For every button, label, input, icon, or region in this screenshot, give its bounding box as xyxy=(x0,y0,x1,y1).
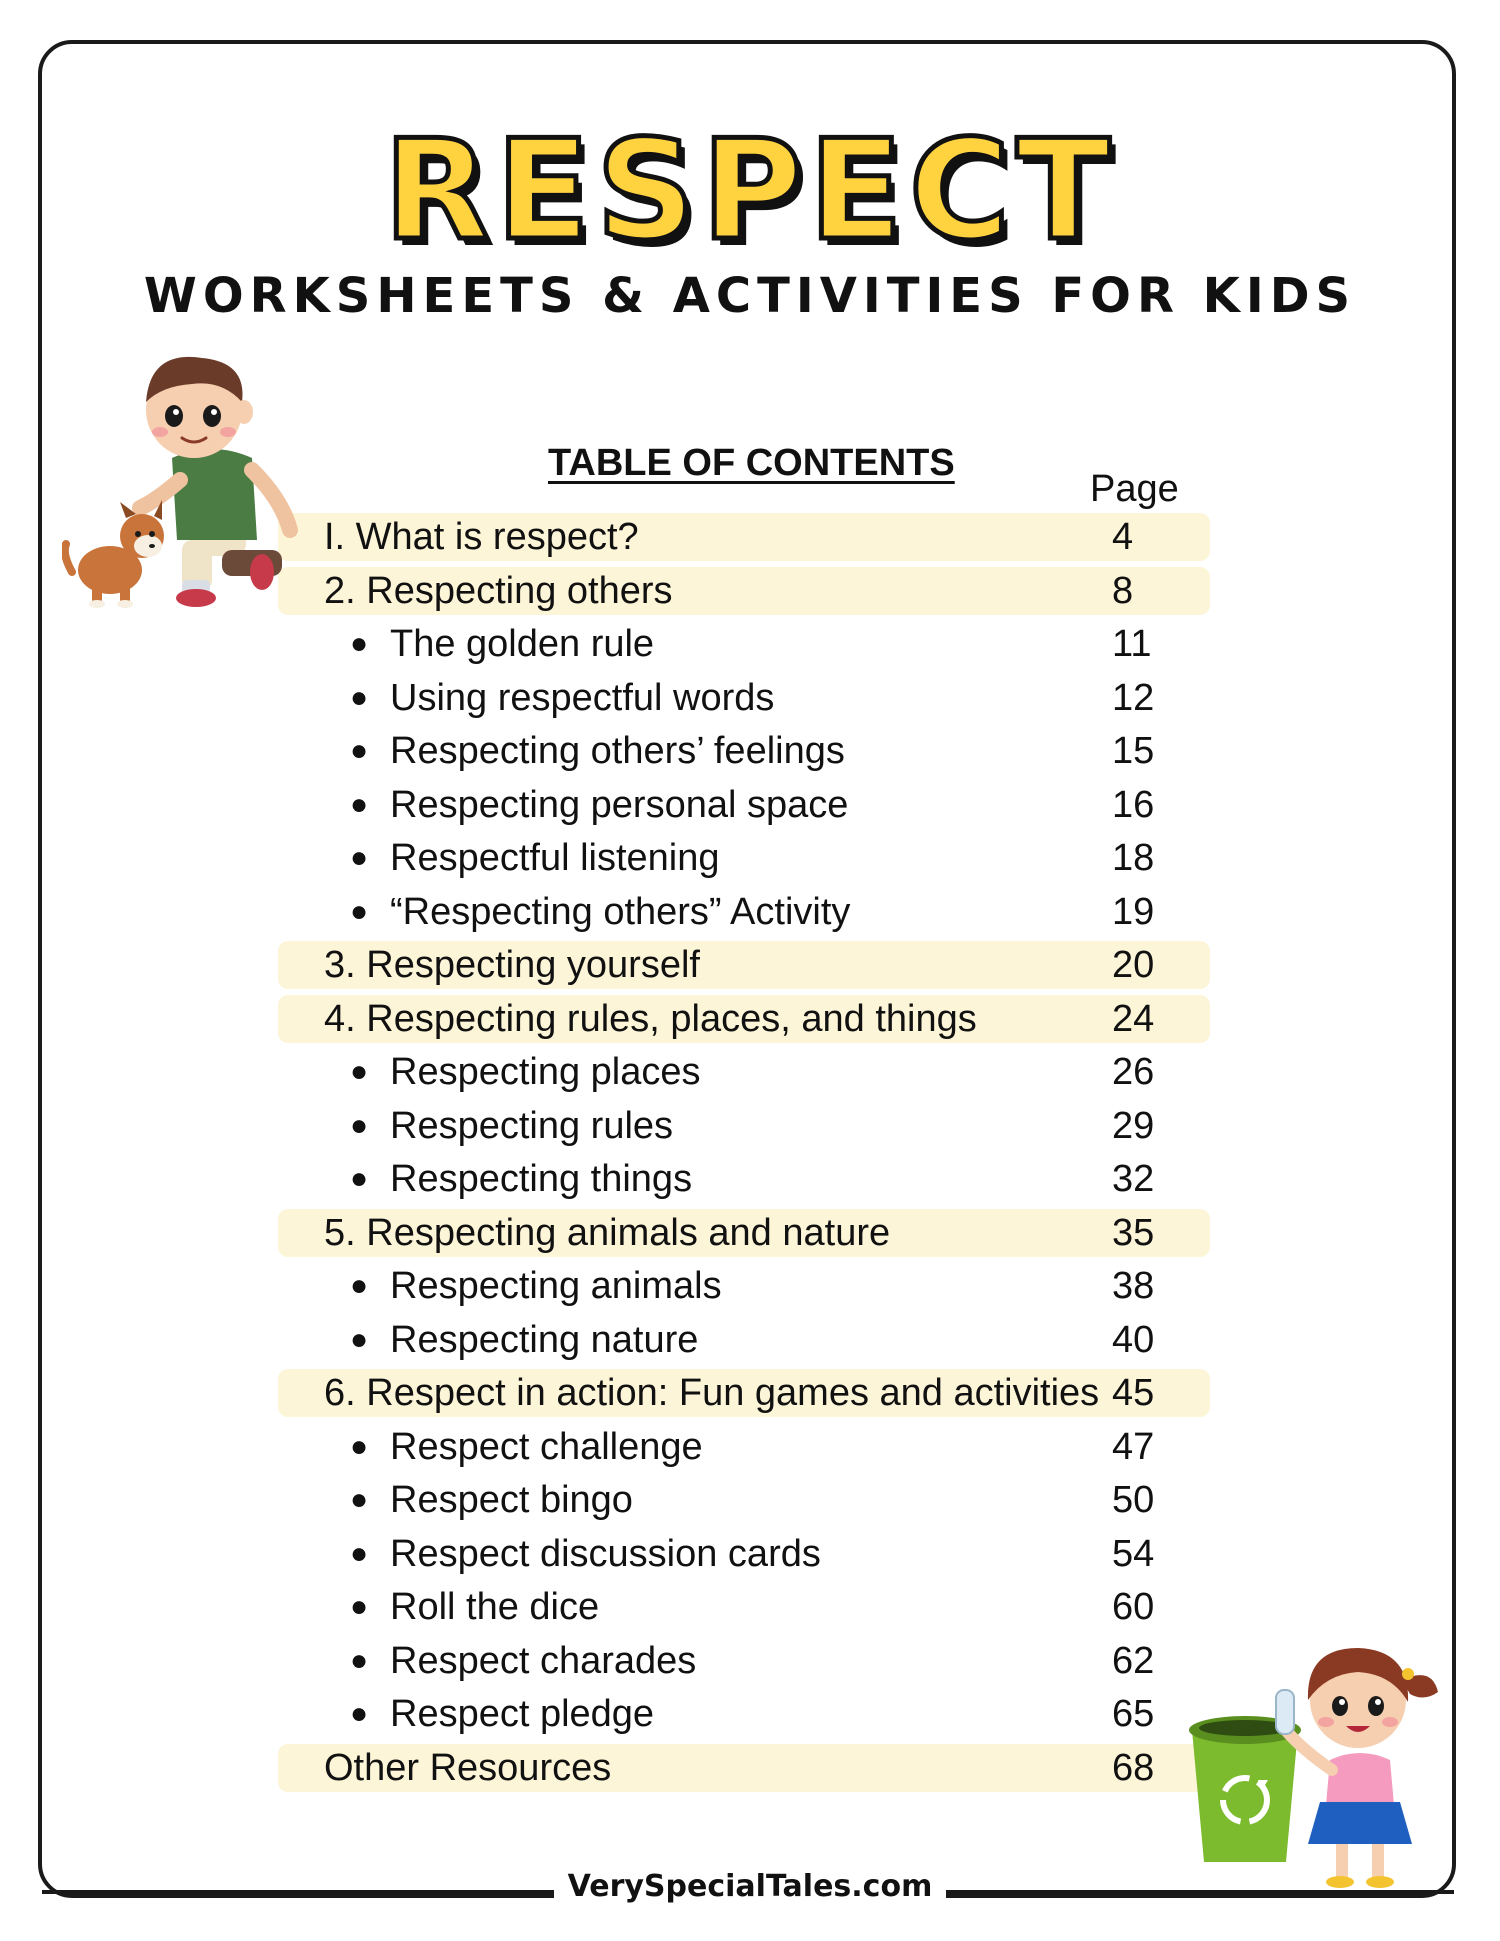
bullet-icon: ● xyxy=(350,1162,369,1195)
bullet-icon: ● xyxy=(350,1323,369,1356)
toc-section-row xyxy=(278,995,1210,1043)
toc-entry-label: Respecting places xyxy=(390,1051,701,1093)
toc-subsection-row xyxy=(278,834,1210,882)
toc-entry-page: 50 xyxy=(1112,1479,1155,1521)
toc-section-row xyxy=(278,513,1210,561)
toc-subsection-row xyxy=(278,620,1210,668)
toc-entry-label: “Respecting others” Activity xyxy=(390,891,851,933)
toc-entry-page: 20 xyxy=(1112,944,1155,986)
toc-entry-label: 5. Respecting animals and nature xyxy=(324,1212,891,1254)
toc-entry-label: I. What is respect? xyxy=(324,516,639,558)
toc-subsection-row xyxy=(278,888,1210,936)
toc-entry-label: 6. Respect in action: Fun games and activities xyxy=(324,1372,1100,1414)
toc-entry-page: 18 xyxy=(1112,837,1155,879)
toc-entry-label: Respecting things xyxy=(390,1158,693,1200)
toc-entry-label: Roll the dice xyxy=(390,1586,600,1628)
toc-entry-page: 60 xyxy=(1112,1586,1155,1628)
toc-entry-label: The golden rule xyxy=(390,623,655,665)
toc-subsection-row xyxy=(278,1155,1210,1203)
toc-subsection-row xyxy=(278,781,1210,829)
toc-entry-page: 29 xyxy=(1112,1105,1155,1147)
toc-subsection-row xyxy=(278,1423,1210,1471)
toc-section-row xyxy=(278,1369,1210,1417)
bullet-icon: ● xyxy=(350,1590,369,1623)
toc-entry-page: 47 xyxy=(1112,1426,1155,1468)
toc-entry-page: 32 xyxy=(1112,1158,1155,1200)
page-title: RESPECT xyxy=(383,110,1117,271)
toc-entry-page: 11 xyxy=(1112,623,1152,665)
toc-subsection-row xyxy=(278,727,1210,775)
bullet-icon: ● xyxy=(350,788,369,821)
toc-entry-page: 38 xyxy=(1112,1265,1155,1307)
toc-entry-page: 35 xyxy=(1112,1212,1155,1254)
page-subtitle: WORKSHEETS & ACTIVITIES FOR KIDS xyxy=(143,268,1357,324)
toc-heading: TABLE OF CONTENTS xyxy=(548,442,955,484)
bullet-icon: ● xyxy=(350,841,369,874)
bullet-icon: ● xyxy=(350,1055,369,1088)
toc-entry-page: 54 xyxy=(1112,1533,1155,1575)
toc-entry-page: 15 xyxy=(1112,730,1155,772)
toc-entry-page: 4 xyxy=(1112,516,1134,558)
bullet-icon: ● xyxy=(350,1644,369,1677)
bullet-icon: ● xyxy=(350,1109,369,1142)
toc-entry-label: Other Resources xyxy=(324,1747,612,1789)
toc-subsection-row xyxy=(278,1690,1210,1738)
footer-brand xyxy=(0,1869,1500,1904)
toc-entry-label: Respect challenge xyxy=(390,1426,703,1468)
toc-entry-label: Respecting animals xyxy=(390,1265,722,1307)
toc-entry-page: 19 xyxy=(1112,891,1155,933)
bullet-icon: ● xyxy=(350,734,369,767)
toc-entry-label: 3. Respecting yourself xyxy=(324,944,700,986)
toc-subsection-row xyxy=(278,1048,1210,1096)
toc-subsection-row xyxy=(278,1262,1210,1310)
toc-entry-page: 8 xyxy=(1112,570,1134,612)
toc-entry-page: 16 xyxy=(1112,784,1155,826)
boy-with-dog-illustration xyxy=(62,340,302,615)
toc-subsection-row xyxy=(278,1637,1210,1685)
bullet-icon: ● xyxy=(350,681,369,714)
toc-subsection-row xyxy=(278,1583,1210,1631)
toc-subsection-row xyxy=(278,1316,1210,1364)
bullet-icon: ● xyxy=(350,895,369,928)
toc-subsection-row xyxy=(278,1530,1210,1578)
toc-entry-page: 12 xyxy=(1112,677,1155,719)
toc-entry-label: 2. Respecting others xyxy=(324,570,673,612)
toc-entry-label: Using respectful words xyxy=(390,677,775,719)
toc-entry-label: Respecting rules xyxy=(390,1105,674,1147)
toc-section-row xyxy=(278,567,1210,615)
toc-entry-page: 68 xyxy=(1112,1747,1155,1789)
toc-entry-page: 40 xyxy=(1112,1319,1155,1361)
toc-entry-page: 62 xyxy=(1112,1640,1155,1682)
toc-entry-label: Respectful listening xyxy=(390,837,720,879)
bullet-icon: ● xyxy=(350,627,369,660)
footer-brand-text: VerySpecialTales.com xyxy=(554,1869,947,1904)
toc-entry-label: Respecting personal space xyxy=(390,784,849,826)
toc-section-row xyxy=(278,1209,1210,1257)
page-column-heading: Page xyxy=(1090,468,1179,510)
toc-entry-label: Respect discussion cards xyxy=(390,1533,821,1575)
toc-entry-page: 24 xyxy=(1112,998,1155,1040)
toc-entry-label: Respect bingo xyxy=(390,1479,633,1521)
toc-entry-label: 4. Respecting rules, places, and things xyxy=(324,998,977,1040)
toc-section-row xyxy=(278,1744,1210,1792)
bullet-icon: ● xyxy=(350,1269,369,1302)
toc-subsection-row xyxy=(278,1102,1210,1150)
toc-subsection-row xyxy=(278,1476,1210,1524)
toc-entry-label: Respecting nature xyxy=(390,1319,699,1361)
bullet-icon: ● xyxy=(350,1430,369,1463)
bullet-icon: ● xyxy=(350,1537,369,1570)
toc-entry-page: 26 xyxy=(1112,1051,1155,1093)
toc-entry-label: Respect pledge xyxy=(390,1693,655,1735)
toc-entry-label: Respecting others’ feelings xyxy=(390,730,845,772)
girl-recycling-illustration xyxy=(1180,1630,1450,1890)
bullet-icon: ● xyxy=(350,1697,369,1730)
toc-entry-page: 45 xyxy=(1112,1372,1155,1414)
toc-entry-page: 65 xyxy=(1112,1693,1155,1735)
toc-section-row xyxy=(278,941,1210,989)
toc-subsection-row xyxy=(278,674,1210,722)
bullet-icon: ● xyxy=(350,1483,369,1516)
toc-entry-label: Respect charades xyxy=(390,1640,697,1682)
